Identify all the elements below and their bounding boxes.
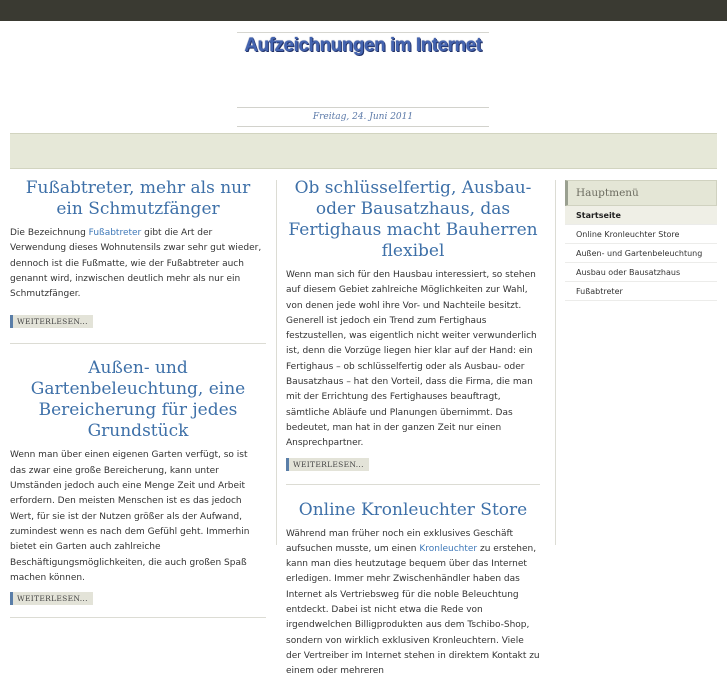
sidebar-item-kronleuchter[interactable]: Online Kronleuchter Store xyxy=(565,225,717,244)
article-separator xyxy=(10,343,266,344)
article-title[interactable]: Außen- und Gartenbeleuchtung, eine Bereicherung für jedes Grundstück xyxy=(30,358,246,442)
read-more-button[interactable]: WEITERLESEN... xyxy=(10,592,93,605)
column-divider xyxy=(555,180,556,545)
article-text: Während man früher noch ein exklusives Geschäft aufsuchen musste, um einen xyxy=(286,528,514,554)
sidebar-item-startseite[interactable]: Startseite xyxy=(565,206,717,225)
article-body xyxy=(10,226,266,302)
article-separator xyxy=(286,484,540,485)
site-logo[interactable] xyxy=(237,32,489,59)
article-separator xyxy=(10,617,266,618)
article-text: zu erstehen, kann man dies heutzutage bequem über das Internet erledigen. Immer mehr Zwischenhändler haben das Internet als Vertriebsweg für die noble Beleuchtung entdeckt. Dabei ist nicht etwa die Rede von irgendwelchen Billigprodukten aus dem Tschibo-Shop, sondern von wirklich exklusiven Kronleuchtern. Viele der Vertreiber im Internet stehen in direktem Kontakt zu einem oder mehreren xyxy=(286,543,540,677)
column-divider xyxy=(276,180,277,545)
sidebar-heading: Hauptmenü xyxy=(565,180,717,206)
article xyxy=(10,358,266,605)
read-more-button[interactable]: WEITERLESEN... xyxy=(10,315,93,328)
read-more-button[interactable]: WEITERLESEN... xyxy=(286,458,369,471)
date-line: Freitag, 24. Juni 2011 xyxy=(237,107,489,127)
sidebar-item-fussabtreter[interactable]: Fußabtreter xyxy=(565,282,717,301)
article xyxy=(286,178,540,471)
left-column xyxy=(10,178,266,632)
article-text: Die Bezeichnung xyxy=(10,228,89,238)
middle-column xyxy=(286,178,540,680)
header-band xyxy=(10,133,717,169)
article-text: gibt die Art der Verwendung dieses Wohnutensils zwar sehr gut wieder, dennoch ist die Fußmatte, wie der Fußabtreter auch genannt wird, inzwischen deutlich mehr als nur ein Schmutzfänger. xyxy=(10,228,262,300)
article-link[interactable]: Kronleuchter xyxy=(419,543,478,554)
article-link[interactable]: Fußabtreter xyxy=(88,228,142,238)
article-title[interactable]: Ob schlüsselfertig, Ausbau- oder Bausatzhaus, das Fertighaus macht Bauherren flexibel xyxy=(288,178,538,261)
article-title[interactable]: Fußabtreter, mehr als nur ein Schmutzfänger xyxy=(25,178,251,219)
article-title[interactable]: Online Kronleuchter Store xyxy=(298,499,528,520)
article-body: Wenn man sich für den Hausbau interessiert, so stehen auf diesem Gebiet zahlreiche Möglichkeiten zur Wahl, von denen jede wohl ihre Vor- und Nachteile besitzt. Generell ist jedoch ein Trend zum Fertighaus festzustellen, was eigentlich nicht weiter verwunderlich ist, denn die Vorzüge liegen hier klar auf der Hand: ein Fertighaus – ob schlüsselfertig oder als Ausbau- oder Bausatzhaus – hat den Vorteil, dass die Firma, die man mit der Errichtung des Fertighauses beauftragt, sämtliche Abläufe und Planungen übernimmt. Das bedeutet, man hat in der ganzen Zeit nur einen Ansprechpartner. xyxy=(286,270,537,449)
article xyxy=(286,500,540,680)
sidebar-item-bausatzhaus[interactable]: Ausbau oder Bausatzhaus xyxy=(565,263,717,282)
article-body: Wenn man über einen eigenen Garten verfügt, so ist das zwar eine große Bereicherung, kann unter Umständen jedoch auch eine Menge Zeit und Arbeit erfordern. Den meisten Menschen ist es das jedoch Wert, für sie ist der Nutzen größer als der Aufwand, zumindest wenn es nach dem Gefühl geht. Immerhin bietet ein Garten auch zahlreiche Beschäftigungsmöglichkeiten, die auch großen Spaß machen können. xyxy=(10,450,250,583)
article xyxy=(10,178,266,328)
top-bar xyxy=(0,0,727,21)
site-logo-text: Aufzeichnungen im Internet xyxy=(244,35,482,56)
sidebar-item-gartenbeleuchtung[interactable]: Außen- und Gartenbeleuchtung xyxy=(565,244,717,263)
sidebar xyxy=(565,180,717,301)
article-body xyxy=(286,527,540,680)
